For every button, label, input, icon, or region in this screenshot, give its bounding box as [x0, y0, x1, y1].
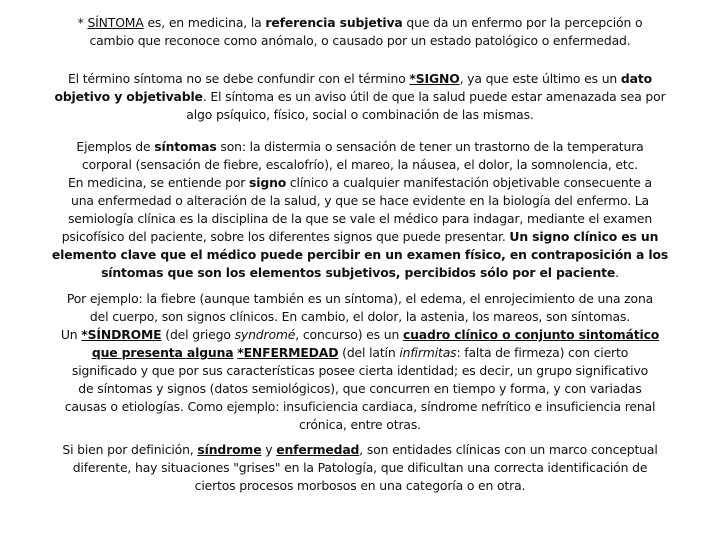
text-run: (del griego [161, 327, 235, 342]
text-line [40, 380, 680, 398]
italic-text: syndromé [234, 327, 296, 342]
text-run: de síntomas y signos (datos semiológicos), que concurren en tiempo y forma, y con variadas [78, 381, 642, 396]
text-run: , concurso) es un [295, 327, 403, 342]
text-run: Por ejemplo: la fiebre (aunque también es un síntoma), el edema, el enrojecimiento de una zona [66, 291, 654, 306]
text-run: El término síntoma no se debe confundir con el término [68, 71, 410, 86]
text-run: que da un enfermo por la percepción o [402, 15, 643, 30]
bold-text: referencia subjetiva [265, 15, 403, 30]
paragraph-symptom-examples [40, 138, 680, 282]
text-run: significado y que por sus características posee cierta identidad; es decir, un grupo significativo [71, 363, 649, 378]
text-line [40, 362, 680, 380]
bold-text: enfermedad [276, 442, 360, 457]
text-line [40, 477, 680, 495]
text-run: : falta de firmeza) con cierto [456, 345, 629, 360]
text-line [40, 14, 680, 32]
text-run: son: la distermia o sensación de tener un trastorno de la temperatura [216, 139, 644, 154]
text-run: * [77, 15, 88, 30]
bold-text: dato [620, 71, 652, 86]
text-line [40, 290, 680, 308]
text-line [40, 106, 680, 124]
text-run: Un [60, 327, 82, 342]
text-line [40, 246, 680, 264]
text-line [40, 32, 680, 50]
italic-text: infirmitas [399, 345, 457, 360]
text-line [40, 441, 680, 459]
text-run: Ejemplos de [76, 139, 155, 154]
text-line [40, 264, 680, 282]
text-run: cambio que reconoce como anómalo, o causado por un estado patológico o enfermedad. [89, 33, 631, 48]
text-line [40, 138, 680, 156]
text-run: . [615, 265, 619, 280]
bold-text: objetivo y objetivable [54, 89, 203, 104]
text-run: semiología clínica es la disciplina de la que se vale el médico para indagar, mediante el examen [67, 211, 653, 226]
bold-text: síntomas que son los elementos subjetivos, percibidos sólo por el paciente [101, 265, 616, 280]
text-run: corporal (sensación de fiebre, escalofrío), el mareo, la náusea, el dolor, la somnolencia, etc. [81, 157, 639, 172]
text-line [40, 228, 680, 246]
text-line [40, 416, 680, 434]
text-run: una enfermedad o alteración de la salud, y que se hace evidente en la biología del enfermo. La [71, 193, 649, 208]
paragraph-signo-distinction [40, 70, 680, 124]
bold-text: *SÍNDROME [81, 327, 162, 342]
text-line [40, 210, 680, 228]
bold-text: *SIGNO [409, 71, 460, 86]
text-line [40, 192, 680, 210]
bold-text: signo [249, 175, 287, 190]
bold-text: elemento clave que el médico puede percibir en un examen físico, en contraposición a los [51, 247, 669, 262]
text-line [40, 344, 680, 362]
text-run: , ya que este último es un [459, 71, 621, 86]
text-run: crónica, entre otras. [299, 417, 421, 432]
text-line [40, 326, 680, 344]
text-line [40, 174, 680, 192]
text-run: clínico a cualquier manifestación objetivable consecuente a [286, 175, 652, 190]
text-line [40, 398, 680, 416]
text-line [40, 88, 680, 106]
text-run: SÍNTOMA [87, 15, 144, 30]
text-run: del cuerpo, son signos clínicos. En cambio, el dolor, la astenia, los mareos, son síntomas. [89, 309, 631, 324]
text-run: y [261, 442, 277, 457]
text-run: psicofísico del paciente, sobre los diferentes signos que puede presentar. [61, 229, 510, 244]
bold-text: que presenta alguna [91, 345, 234, 360]
text-run: (del latín [338, 345, 400, 360]
bold-text: *ENFERMEDAD [237, 345, 339, 360]
text-run: es, en medicina, la [143, 15, 266, 30]
text-run: , son entidades clínicas con un marco conceptual [359, 442, 658, 457]
text-line [40, 156, 680, 174]
text-run: En medicina, se entiende por [68, 175, 250, 190]
text-run: . El síntoma es un aviso útil de que la salud puede estar amenazada sea por [202, 89, 666, 104]
bold-text: síndrome [197, 442, 262, 457]
paragraph-sindrome-definition [40, 290, 680, 434]
bold-text: Un signo clínico es un [509, 229, 659, 244]
text-run: ciertos procesos morbosos en una categoría o en otra. [194, 478, 526, 493]
text-run: algo psíquico, físico, social o combinación de las mismas. [186, 107, 534, 122]
text-line [40, 70, 680, 88]
text-run: causas o etiologías. Como ejemplo: insuficiencia cardiaca, síndrome nefrítico e insuficiencia renal [64, 399, 656, 414]
text-line [40, 308, 680, 326]
bold-text: cuadro clínico o conjunto sintomático [402, 327, 660, 342]
text-run: diferente, hay situaciones "grises" en la Patología, que dificultan una correcta identificación de [72, 460, 648, 475]
text-line [40, 459, 680, 477]
paragraph-sintoma-definition [40, 14, 680, 50]
bold-text: síntomas [154, 139, 217, 154]
text-run: Si bien por definición, [62, 442, 198, 457]
paragraph-sindrome-vs-enfermedad [40, 441, 680, 495]
